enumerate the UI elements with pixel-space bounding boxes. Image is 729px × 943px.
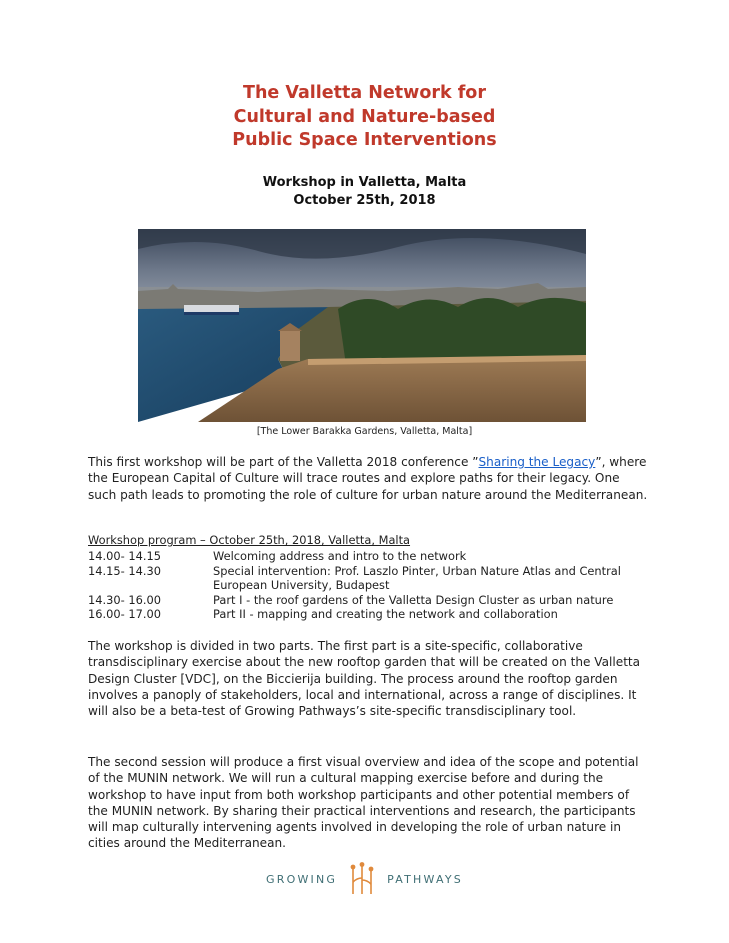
program-row	[88, 564, 648, 593]
title-line: Public Space Interventions	[232, 130, 497, 150]
watchtower	[280, 331, 300, 361]
body-paragraph-2: The second session will produce a first visual overview and idea of the scope and potential of the MUNIN network. We will run a cultural mapping exercise before and during the workshop to have input from both workshop participants and other potential members of the MUNIN network. By sharing their practical interventions and research, the participants will map culturally intervening agents involved in developing the role of urban nature in cities around the Mediterranean.	[88, 755, 639, 851]
program-desc: Part I - the roof gardens of the Valletta Design Cluster as urban nature	[213, 592, 614, 607]
photo-caption: [The Lower Barakka Gardens, Valletta, Malta]	[256, 426, 473, 437]
program-desc: Welcoming address and intro to the network	[213, 549, 467, 563]
title-line: The Valletta Network for	[243, 83, 486, 103]
sharing-the-legacy-link[interactable]: Sharing the Legacy	[478, 455, 596, 469]
barakka-gardens-photo	[138, 229, 586, 422]
branching-pathways-icon	[347, 862, 377, 896]
subtitle-line: October 25th, 2018	[293, 192, 436, 208]
program-time: 14.15- 14.30	[88, 563, 161, 578]
intro-text-after: ”, where the European Capital of Culture will trace routes and explore paths for their legacy. One such path leads to promoting the role of culture for urban nature around the Mediterranean.	[88, 455, 648, 502]
program-desc: Special intervention: Prof. Laszlo Pinter, Urban Nature Atlas and Central European University, Budapest	[213, 563, 621, 592]
subtitle-line: Workshop in Valletta, Malta	[262, 175, 467, 190]
intro-text-before: This first workshop will be part of the Valletta 2018 conference ”	[88, 455, 479, 469]
growing-pathways-logo	[0, 861, 729, 897]
program-time: 14.00- 14.15	[88, 549, 161, 563]
program-time: 16.00- 17.00	[88, 607, 161, 621]
program-time: 14.30- 16.00	[88, 592, 161, 607]
program-heading: Workshop program – October 25th, 2018, Valletta, Malta	[88, 533, 411, 547]
program-schedule	[88, 549, 648, 622]
intro-paragraph	[88, 454, 648, 503]
workshop-subtitle	[0, 174, 729, 209]
program-row	[88, 607, 648, 622]
program-row	[88, 549, 648, 564]
logo-word-growing: GROWING	[266, 872, 338, 886]
body-paragraph-1: The workshop is divided in two parts. The first part is a site-specific, collaborative transdisciplinary exercise about the new rooftop garden that will be created on the Valletta Design Cluster [VDC], on the Biccierija building. The process around the rooftop garden involves a panoply of stakeholders, local and international, across a range of disciplines. It will also be a beta-test of Growing Pathways’s site-specific transdisciplinary tool.	[88, 639, 641, 719]
program-desc: Part II - mapping and creating the network and collaboration	[213, 607, 558, 621]
title-line: Cultural and Nature-based	[233, 106, 496, 127]
program-row	[88, 593, 648, 608]
page-title	[0, 82, 729, 153]
logo-word-pathways: PATHWAYS	[387, 872, 463, 886]
cruise-ship-hull	[184, 312, 239, 315]
